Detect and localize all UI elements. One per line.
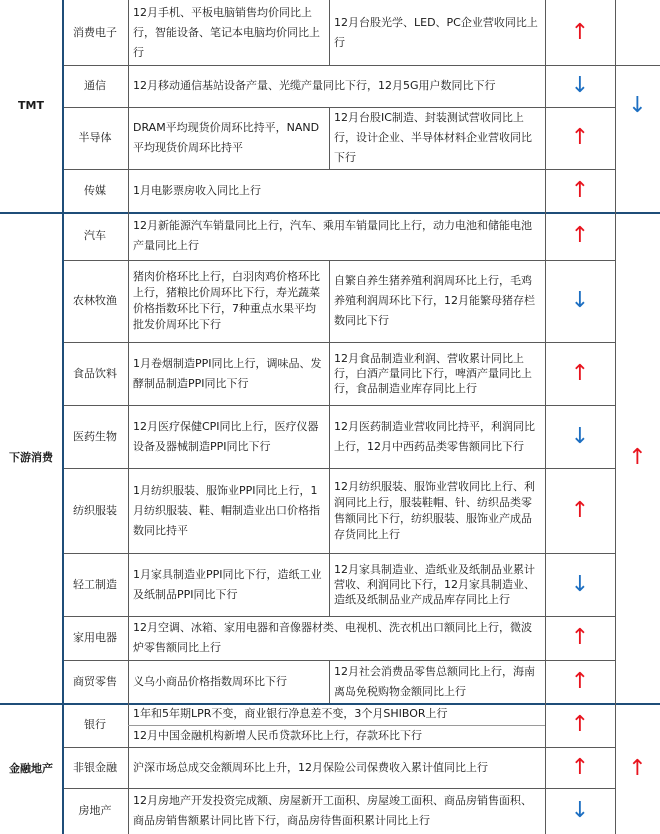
arrow-up-icon: ↑ — [570, 223, 590, 248]
arrow-down-icon: ↓ — [628, 93, 647, 118]
indicator-text: 12月医疗保健CPI同比上行，医疗仪器设备及器械制造PPI同比下行 — [133, 419, 319, 453]
industry-name: 商贸零售 — [73, 674, 117, 688]
arrow-up-icon: ↑ — [570, 497, 590, 523]
arrow-up-icon: ↑ — [570, 625, 590, 650]
arrow-up-icon: ↑ — [628, 755, 647, 781]
industry-trend-arrow — [545, 212, 615, 260]
indicator-text: 1年和5年期LPR不变，商业银行净息差不变，3个月SHIBOR上行 — [133, 707, 448, 720]
industry-trend-arrow — [545, 660, 615, 703]
indicator-text: 12月新能源汽车销量同比上行，汽车、乘用车销量同比上行，动力电池和储能电池产量同比上行 — [133, 219, 532, 252]
indicator-text: 1月家具制造业PPI同比下行，造纸工业及纸制品PPI同比下行 — [133, 567, 322, 601]
indicator-text: 义乌小商品价格指数周环比下行 — [133, 674, 287, 688]
indicator-text: 1月电影票房收入同比上行 — [133, 183, 261, 197]
indicator-text: 1月卷烟制造PPI同比上行，调味品、发酵制品制造PPI同比下行 — [133, 356, 322, 390]
indicator-text: 12月家具制造业、造纸业及纸制品业累计营收、利润同比下行，12月家具制造业、造纸及纸制品业产成品库存同比上行 — [334, 563, 535, 606]
indicator-text: 12月食品制造业利润、营收累计同比上行，白酒产量同比下行，啤酒产量同比上行，食品制造业库存同比上行 — [334, 352, 532, 395]
arrow-up-icon: ↑ — [570, 360, 590, 386]
indicator-text: 12月移动通信基站设备产量、光缆产量同比下行，12月5G用户数同比下行 — [133, 79, 496, 92]
industry-trend-arrow — [545, 703, 615, 747]
arrow-up-icon: ↑ — [570, 754, 590, 780]
sector-label-tmt: TMT — [18, 99, 44, 112]
industry-name: 家用电器 — [73, 631, 117, 644]
industry-name: 医药生物 — [73, 429, 117, 443]
arrow-up-icon: ↑ — [570, 19, 590, 45]
industry-name: 消费电子 — [73, 25, 117, 39]
industry-trend-arrow — [545, 65, 615, 107]
industry-name: 非银金融 — [73, 760, 117, 774]
industry-trend-arrow — [545, 169, 615, 212]
industry-trend-arrow — [545, 747, 615, 788]
indicator-text: 12月台股IC制造、封装测试营收同比上行，设计企业、半导体材料企业营收同比下行 — [334, 111, 532, 164]
industry-name: 传媒 — [84, 183, 106, 197]
industry-trend-arrow — [545, 616, 615, 660]
industry-trend-arrow — [545, 260, 615, 342]
indicator-text: 猪肉价格环比上行，白羽肉鸡价格环比上行，猪粮比价周环比下行，寿光蔬菜价格指数环比下行，7种重点水果平均批发价周环比下行 — [133, 270, 320, 331]
indicator-text: 12月纺织服装、服饰业营收同比上行、利润同比上行，服装鞋帽、针、纺织品类零售额同比下行，纺织服装、服饰业产成品存货同比上行 — [334, 479, 535, 541]
arrow-down-icon: ↓ — [570, 288, 590, 313]
industry-name: 食品饮料 — [73, 366, 117, 380]
arrow-up-icon: ↑ — [570, 177, 590, 203]
industry-name: 半导体 — [78, 131, 112, 144]
indicator-text: 沪深市场总成交金额周环比上升，12月保险公司保费收入累计值同比上行 — [133, 760, 488, 774]
arrow-down-icon: ↓ — [570, 423, 590, 449]
industry-name: 轻工制造 — [73, 577, 117, 591]
arrow-up-icon: ↑ — [570, 712, 590, 737]
industry-name: 农林牧渔 — [73, 294, 117, 307]
indicator-text: 12月医药制造业营收同比持平，利润同比上行，12月中西药品类零售额同比下行 — [334, 419, 535, 453]
arrow-down-icon: ↓ — [570, 571, 590, 597]
sector-trend-arrow — [615, 0, 660, 212]
industry-name: 通信 — [84, 79, 106, 92]
industry-name: 房地产 — [78, 804, 112, 817]
arrow-up-icon: ↑ — [628, 444, 647, 470]
sector-trend-arrow — [615, 212, 660, 703]
industry-name: 纺织服装 — [73, 503, 117, 517]
indicator-text: 12月中国金融机构新增人民币贷款环比上行，存款环比下行 — [133, 729, 422, 742]
industry-trend-arrow — [545, 342, 615, 405]
industry-trend-arrow — [545, 553, 615, 616]
sector-trend-arrow — [615, 703, 660, 834]
industry-trend-arrow — [545, 788, 615, 834]
industry-trend-arrow — [545, 468, 615, 553]
indicator-text: 12月房地产开发投资完成额、房屋新开工面积、房屋竣工面积、商品房销售面积、商品房销售额累计同比皆下行，商品房待售面积累计同比上行 — [133, 794, 532, 827]
industry-name: 银行 — [84, 718, 106, 731]
indicator-text: 1月纺织服装、服饰业PPI同比上行，1月纺织服装、鞋、帽制造业出口价格指数同比持平 — [133, 483, 320, 537]
arrow-up-icon: ↑ — [570, 125, 590, 150]
indicator-text: 12月空调、冰箱、家用电器和音像器材类、电视机、洗衣机出口额同比上行，微波炉零售额同比上行 — [133, 621, 532, 654]
industry-trend-arrow — [545, 405, 615, 468]
industry-trend-arrow — [545, 107, 615, 169]
arrow-down-icon: ↓ — [570, 73, 590, 98]
arrow-down-icon: ↓ — [570, 798, 590, 823]
indicator-text: 自繁自养生猪养殖利润周环比上行，毛鸡养殖利润周环比下行，12月能繁母猪存栏数同比下行 — [334, 274, 535, 327]
indicator-text: 12月社会消费品零售总额同比上行，海南离岛免税购物金额同比上行 — [334, 664, 535, 698]
sector-label-consumer: 下游消费 — [9, 450, 53, 464]
industry-name: 汽车 — [84, 229, 106, 242]
sector-label-finance-realestate: 金融地产 — [9, 761, 53, 775]
arrow-up-icon: ↑ — [570, 668, 590, 694]
indicator-text: 12月手机、平板电脑销售均价同比上行，智能设备、笔记本电脑均价同比上行 — [133, 5, 320, 59]
indicator-text: DRAM平均现货价周环比持平，NAND平均现货价周环比持平 — [133, 121, 320, 154]
industry-trend-arrow — [545, 0, 615, 65]
indicator-text: 12月台股光学、LED、PC企业营收同比上行 — [334, 15, 538, 49]
